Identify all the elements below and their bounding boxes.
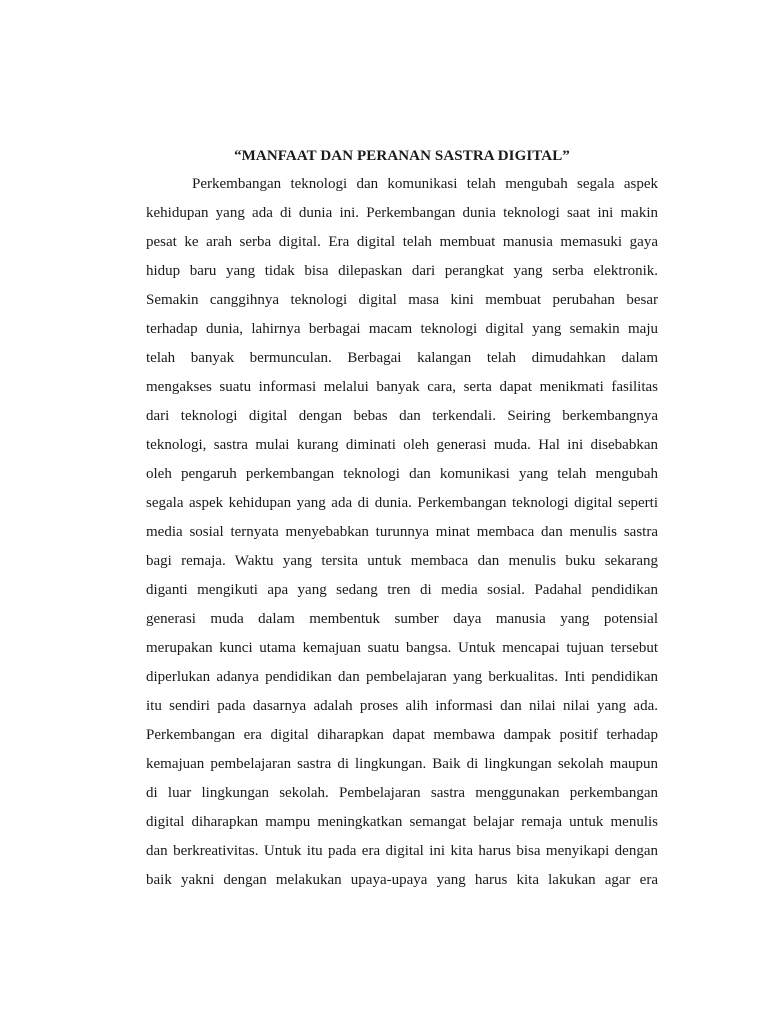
paragraph-line: hidup baru yang tidak bisa dilepaskan dari perangkat yang serba elektronik. xyxy=(146,263,658,279)
paragraph-line: oleh pengaruh perkembangan teknologi dan komunikasi yang telah mengubah xyxy=(146,466,658,482)
paragraph-line: di luar lingkungan sekolah. Pembelajaran sastra menggunakan perkembangan xyxy=(146,785,658,801)
paragraph-line: teknologi, sastra mulai kurang diminati oleh generasi muda. Hal ini disebabkan xyxy=(146,437,658,453)
paragraph-line: diperlukan adanya pendidikan dan pembelajaran yang berkualitas. Inti pendidikan xyxy=(146,669,658,685)
paragraph-line: dari teknologi digital dengan bebas dan terkendali. Seiring berkembangnya xyxy=(146,408,658,424)
paragraph-line: kehidupan yang ada di dunia ini. Perkembangan dunia teknologi saat ini makin xyxy=(146,205,658,221)
paragraph-line: pesat ke arah serba digital. Era digital telah membuat manusia memasuki gaya xyxy=(146,234,658,250)
paragraph-line: bagi remaja. Waktu yang tersita untuk membaca dan menulis buku sekarang xyxy=(146,553,658,569)
paragraph-line: dan berkreativitas. Untuk itu pada era digital ini kita harus bisa menyikapi dengan xyxy=(146,843,658,859)
paragraph-line: Perkembangan era digital diharapkan dapat membawa dampak positif terhadap xyxy=(146,727,658,743)
paragraph-line: itu sendiri pada dasarnya adalah proses alih informasi dan nilai nilai yang ada. xyxy=(146,698,658,714)
paragraph-line: diganti mengikuti apa yang sedang tren di media sosial. Padahal pendidikan xyxy=(146,582,658,598)
paragraph-line: segala aspek kehidupan yang ada di dunia. Perkembangan teknologi digital seperti xyxy=(146,495,658,511)
paragraph-line: baik yakni dengan melakukan upaya-upaya yang harus kita lakukan agar era xyxy=(146,872,658,888)
paragraph-line: telah banyak bermunculan. Berbagai kalangan telah dimudahkan dalam xyxy=(146,350,658,366)
paragraph-line: media sosial ternyata menyebabkan turunnya minat membaca dan menulis sastra xyxy=(146,524,658,540)
paragraph-line: mengakses suatu informasi melalui banyak cara, serta dapat menikmati fasilitas xyxy=(146,379,658,395)
paragraph-line: generasi muda dalam membentuk sumber daya manusia yang potensial xyxy=(146,611,658,627)
paragraph-line: digital diharapkan mampu meningkatkan semangat belajar remaja untuk menulis xyxy=(146,814,658,830)
paragraph-line: terhadap dunia, lahirnya berbagai macam teknologi digital yang semakin maju xyxy=(146,321,658,337)
paragraph-line: Semakin canggihnya teknologi digital masa kini membuat perubahan besar xyxy=(146,292,658,308)
paragraph-line: kemajuan pembelajaran sastra di lingkungan. Baik di lingkungan sekolah maupun xyxy=(146,756,658,772)
paragraph-line: Perkembangan teknologi dan komunikasi telah mengubah segala aspek xyxy=(192,176,658,192)
document-title: “MANFAAT DAN PERANAN SASTRA DIGITAL” xyxy=(234,148,570,164)
paragraph-line: merupakan kunci utama kemajuan suatu bangsa. Untuk mencapai tujuan tersebut xyxy=(146,640,658,656)
document-body xyxy=(146,170,658,895)
